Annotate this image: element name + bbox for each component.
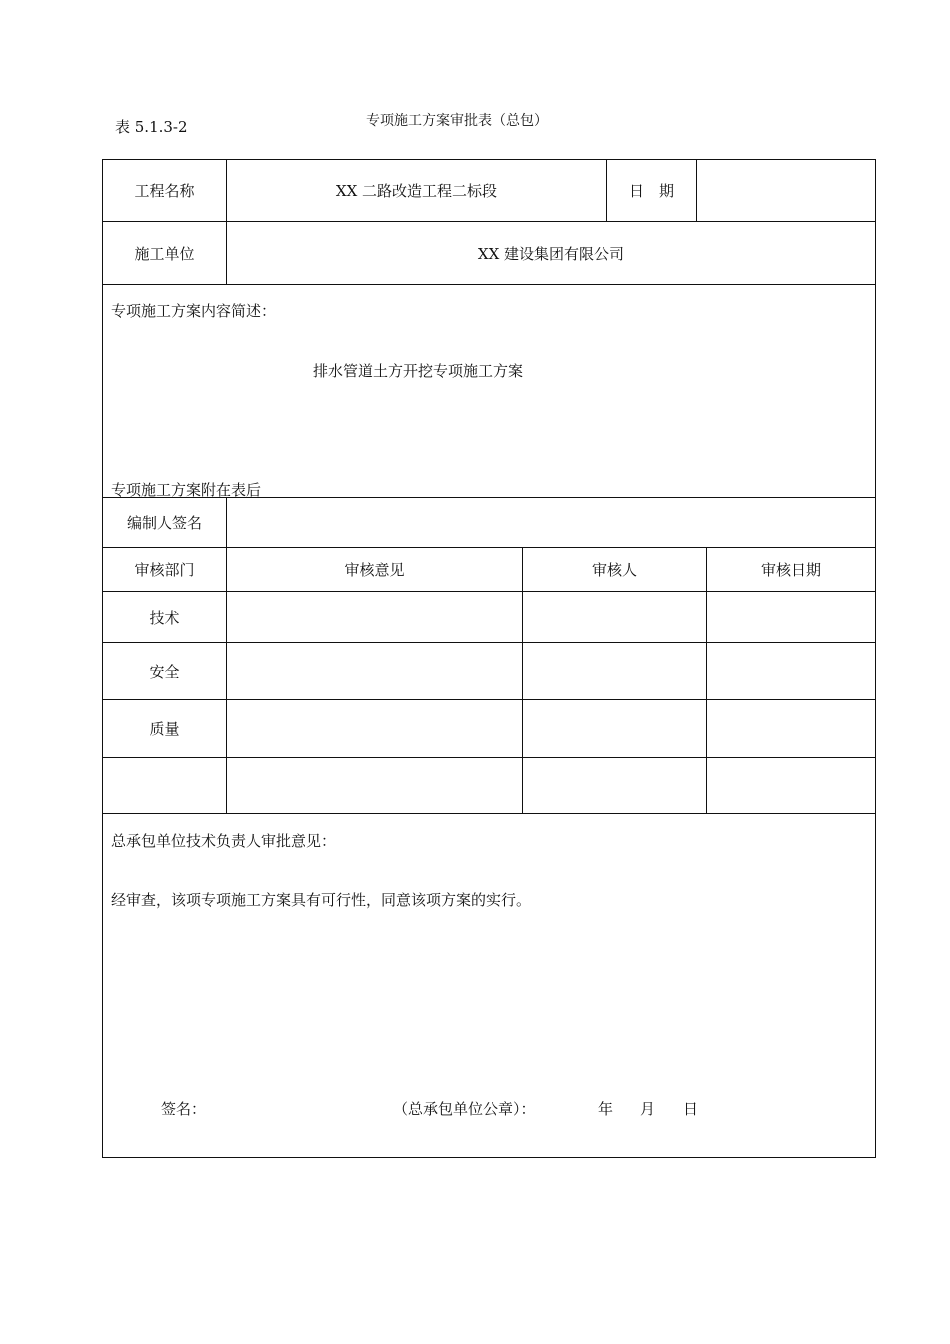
compiler-value bbox=[227, 498, 875, 547]
seal-label: （总承包单位公章）： bbox=[393, 1100, 536, 1118]
row-divider bbox=[103, 284, 875, 285]
row-divider bbox=[103, 813, 875, 814]
project-name-label: 工程名称 bbox=[134, 182, 195, 200]
review-row-blank bbox=[103, 758, 226, 813]
project-name-value: XX 二路改造工程二标段 bbox=[335, 182, 498, 200]
date-value bbox=[697, 160, 875, 221]
year-label: 年 bbox=[598, 1100, 614, 1118]
review-row-quality: 质量 bbox=[149, 720, 180, 738]
contractor-value: XX 建设集团有限公司 bbox=[477, 244, 625, 263]
contractor-label: 施工单位 bbox=[134, 244, 195, 263]
signature-label: 签名： bbox=[161, 1100, 207, 1118]
compiler-label: 编制人签名 bbox=[126, 514, 202, 532]
document-number: 表 5.1.3-2 bbox=[115, 118, 188, 136]
header-review-date: 审核日期 bbox=[760, 561, 821, 579]
summary-footnote: 专项施工方案附在表后 bbox=[111, 481, 262, 499]
review-row-safety: 安全 bbox=[149, 662, 180, 681]
approval-label: 总承包单位技术负责人审批意见： bbox=[111, 832, 337, 850]
summary-label: 专项施工方案内容简述： bbox=[111, 302, 277, 320]
summary-content: 排水管道土方开挖专项施工方案 bbox=[313, 362, 524, 380]
header-department: 审核部门 bbox=[134, 561, 195, 579]
review-row-technical: 技术 bbox=[149, 608, 180, 627]
date-label: 日 期 bbox=[628, 182, 674, 200]
month-label: 月 bbox=[640, 1100, 656, 1118]
approval-opinion: 经审查，该项专项施工方案具有可行性，同意该项方案的实行。 bbox=[111, 891, 532, 909]
document-title: 专项施工方案审批表（总包） bbox=[366, 113, 548, 129]
header-reviewer: 审核人 bbox=[591, 561, 637, 579]
approval-form bbox=[102, 159, 876, 1158]
header-opinion: 审核意见 bbox=[344, 561, 405, 579]
day-label: 日 bbox=[683, 1100, 699, 1118]
